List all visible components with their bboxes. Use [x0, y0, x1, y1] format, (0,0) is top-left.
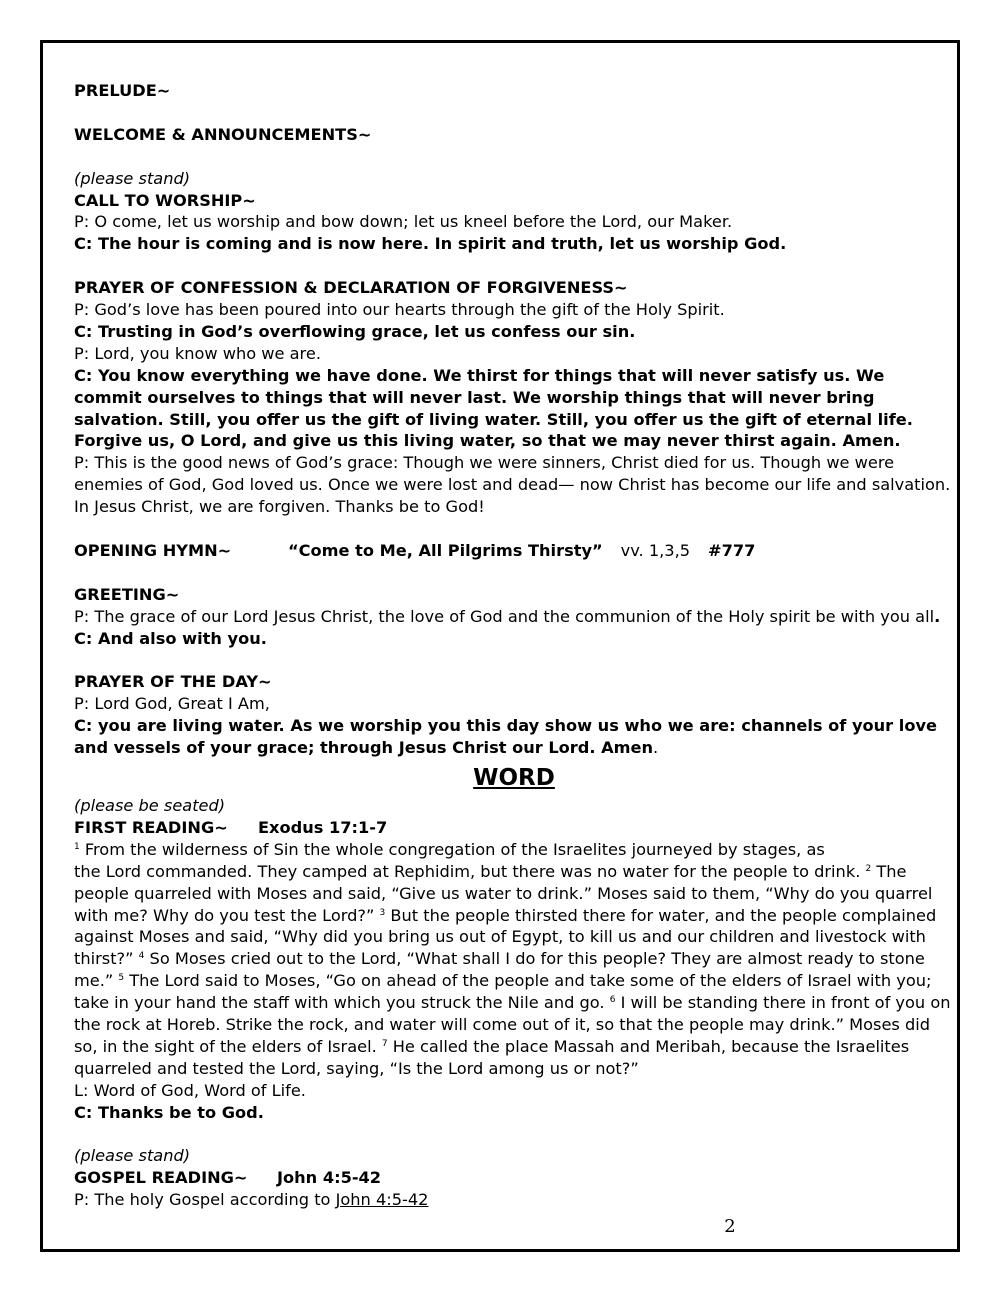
gospel-reading-link[interactable]: John 4:5-42: [335, 1190, 429, 1210]
confession-pastor-2: P: Lord, you know who we are.: [74, 343, 321, 363]
greeting-heading: GREETING~: [74, 584, 180, 604]
gospel-reading-reference: John 4:5-42: [277, 1168, 382, 1188]
bulletin-content: [74, 80, 954, 1211]
confession-pastor-1: P: God’s love has been poured into our hearts through the gift of the Holy Spirit.: [74, 300, 725, 320]
opening-hymn-heading: OPENING HYMN~: [74, 540, 232, 560]
prayer-of-the-day-pastor: P: Lord God, Great I Am,: [74, 694, 270, 714]
gospel-reading-heading: GOSPEL READING~: [74, 1168, 248, 1188]
first-reading-leader: L: Word of God, Word of Life.: [74, 1080, 306, 1100]
verse-number: 7: [381, 1038, 388, 1049]
greeting-pastor-end: .: [934, 606, 941, 626]
prayer-of-the-day-heading: PRAYER OF THE DAY~: [74, 672, 272, 692]
confession-congregation-2: C: You know everything we have done. We thirst for things that will never satisfy us. We commit ourselves to things that will never last. We worship things that will never bring salvation. Still, you offer us the gift of living water. Still, you offer us the gift of eternal life. Forgive us, O Lord, and give us this living water, so that we may never thirst again. Amen.: [74, 365, 913, 451]
first-reading-reference: Exodus 17:1-7: [258, 817, 388, 837]
gospel-reading-pastor: [74, 1189, 954, 1211]
declaration-of-forgiveness: P: This is the good news of God’s grace: Though we were sinners, Christ died for us. Though we were enemies of God, God loved us. Once we were lost and dead— now Christ has become our life and salvation. In Jesus Christ, we are forgiven. Thanks be to God!: [74, 453, 951, 517]
greeting-pastor-text: P: The grace of our Lord Jesus Christ, the love of God and the communion of the Holy spirit be with you all: [74, 606, 935, 626]
verse-text: The Lord said to Moses, “Go on ahead of the people and take some of the elders of Israel with you; take in your hand the staff with which you struck the Nile and go.: [74, 971, 932, 1013]
first-reading-text: [74, 839, 954, 1080]
welcome-heading: WELCOME & ANNOUNCEMENTS~: [74, 124, 372, 144]
first-reading-congregation: C: Thanks be to God.: [74, 1102, 264, 1122]
prelude-heading: PRELUDE~: [74, 81, 171, 100]
greeting-congregation: C: And also with you.: [74, 628, 267, 648]
word-section-heading: WORD: [473, 765, 555, 791]
prayer-of-the-day-congregation-end: .: [653, 738, 659, 758]
prayer-of-the-day-congregation-text: C: you are living water. As we worship you this day show us who we are: channels of your love and vessels of your grace; through Jesus Christ our Lord. Amen: [74, 716, 937, 758]
confession-congregation-1: C: Trusting in God’s overflowing grace, let us confess our sin.: [74, 321, 636, 341]
page-number: 2: [724, 1216, 736, 1237]
stand-instruction-gospel: (please stand): [74, 1146, 191, 1166]
verse-text: He called the place Massah and Meribah, because the Israelites quarreled and tested the Lord, saying, “Is the Lord among us or not?”: [74, 1036, 910, 1078]
call-to-worship-heading: CALL TO WORSHIP~: [74, 190, 256, 210]
verse-number: 2: [865, 863, 872, 874]
verse-text: From the wilderness of Sin the whole congregation of the Israelites journeyed by stages, as: [79, 839, 825, 859]
opening-hymn-line: [74, 540, 954, 562]
opening-hymn-title: “Come to Me, All Pilgrims Thirsty”: [288, 540, 603, 560]
seated-instruction: (please be seated): [74, 796, 226, 815]
opening-hymn-verses: vv. 1,3,5: [620, 540, 691, 560]
call-to-worship-pastor: P: O come, let us worship and bow down; let us kneel before the Lord, our Maker.: [74, 212, 733, 232]
call-to-worship-congregation: C: The hour is coming and is now here. In spirit and truth, let us worship God.: [74, 234, 787, 254]
opening-hymn-number: #777: [708, 540, 756, 560]
greeting-pastor: [74, 606, 954, 628]
verse-text: So Moses cried out to the Lord, “What shall I do for this people? They are almost ready to stone me.”: [74, 949, 925, 991]
prayer-of-the-day-congregation: [74, 715, 954, 759]
verse-text: But the people thirsted there for water, and the people complained against Moses and said, “Why did you bring us out of Egypt, to kill us and our children and livestock with thirst?”: [74, 905, 937, 969]
verse-text: the Lord commanded. They camped at Rephidim, but there was no water for the people to drink.: [74, 861, 866, 881]
verse-text: I will be standing there in front of you on the rock at Horeb. Strike the rock, and water will come out of it, so that the people may drink.” Moses did so, in the sight of the elders of Israel.: [74, 993, 951, 1056]
verse-number: 4: [138, 951, 145, 962]
gospel-reading-line: [74, 1167, 954, 1189]
gospel-reading-pastor-text: P: The holy Gospel according to: [74, 1190, 336, 1210]
first-reading-heading: FIRST READING~: [74, 817, 228, 837]
confession-heading: PRAYER OF CONFESSION & DECLARATION OF FORGIVENESS~: [74, 278, 628, 298]
verse-number: 1: [74, 841, 80, 852]
verse-number: 5: [118, 973, 125, 984]
first-reading-line: [74, 817, 954, 839]
verse-text: The people quarreled with Moses and said, “Give us water to drink.” Moses said to them, “Why do you quarrel with me? Why do you test the Lord?”: [74, 861, 933, 925]
verse-number: 6: [609, 995, 616, 1006]
verse-number: 3: [379, 907, 386, 918]
stand-instruction: (please stand): [74, 168, 191, 188]
